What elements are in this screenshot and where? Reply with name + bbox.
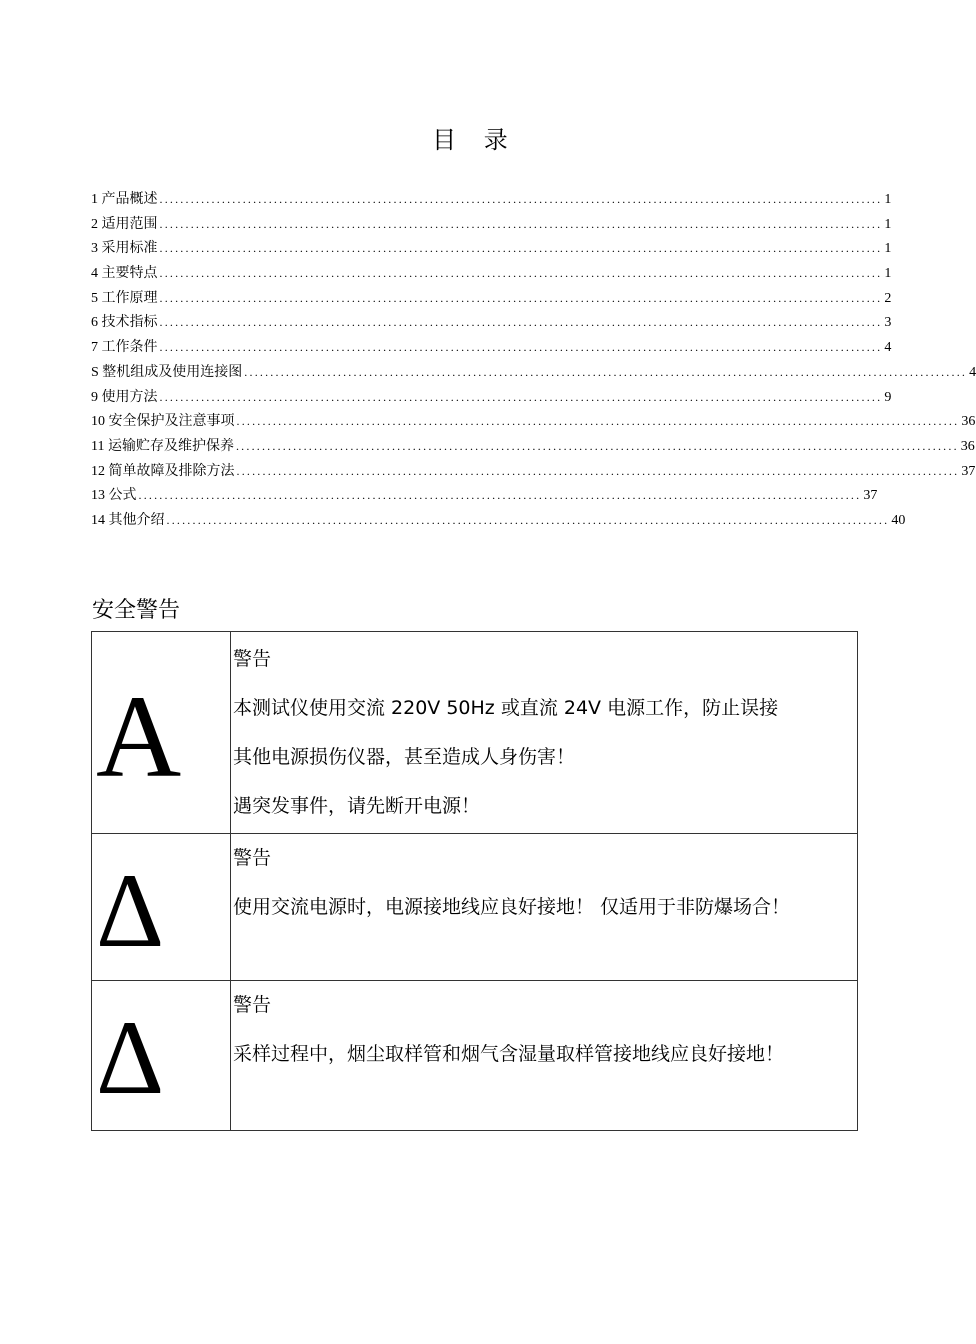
toc-entry[interactable] [91,261,892,286]
warning-symbol-cell [92,834,231,981]
toc-entry[interactable] [91,236,892,261]
toc-entry[interactable] [91,335,892,360]
toc-leader-dots: ........................................................................................................................................... [236,414,960,429]
toc-leader-dots: ........................................................................................................................................... [138,488,862,503]
toc-entry-page: 1 [884,266,892,282]
toc-entry[interactable] [91,459,976,484]
toc-entry-label: 3 采用标准 [91,241,158,257]
toc-entry-label: 6 技术指标 [91,315,158,331]
toc-entry-page: 36 [960,438,975,454]
toc-leader-dots: ........................................................................................................................................... [235,438,959,453]
toc-entry-label: 7 工作条件 [91,340,158,356]
warning-label: 警告 [233,648,272,670]
warning-text-cell [231,981,858,1131]
toc-entry[interactable] [91,310,892,335]
safety-warning-heading: 安全警告 [92,598,181,623]
page-title: 目 录 [432,126,518,154]
table-of-contents [91,187,976,533]
warning-row [92,632,858,834]
warning-row [92,834,858,981]
warning-row [92,981,858,1131]
toc-entry-page: 3 [884,315,892,331]
toc-leader-dots: ........................................................................................................................................... [159,389,883,404]
toc-entry-label: S 整机组成及使用连接图 [91,364,243,380]
toc-entry[interactable] [91,187,892,212]
toc-entry[interactable] [91,409,976,434]
toc-entry-label: 14 其他介绍 [91,512,165,528]
toc-leader-dots: ........................................................................................................................................... [159,192,883,206]
warning-text: 其他电源损伤仪器，甚至造成人身伤害！ [233,746,576,768]
warning-symbol-cell [92,981,231,1131]
toc-leader-dots: ........................................................................................................................................... [236,463,960,478]
toc-entry-page: 36 [961,414,976,430]
warning-text: 采样过程中，烟尘取样管和烟气含湿量取样管接地线应良好接地！ [233,1043,785,1065]
warning-symbol-icon: Δ [96,999,165,1116]
toc-entry-label: 9 使用方法 [91,389,158,405]
toc-entry-page: 1 [884,241,892,257]
toc-leader-dots: ........................................................................................................................................... [159,216,883,231]
toc-entry-page: 1 [884,216,892,232]
toc-leader-dots: ........................................................................................................................................... [159,241,883,256]
toc-entry-page: 1 [884,192,892,207]
warning-label: 警告 [233,994,272,1016]
warning-text: 本测试仪使用交流 220V 50Hz 或直流 24V 电源工作，防止误接 [233,697,779,719]
toc-entry[interactable] [91,508,906,533]
toc-entry-label: 13 公式 [91,488,137,504]
warning-symbol-cell [92,632,231,834]
warning-text-cell [231,834,858,981]
warning-symbol-icon: A [96,671,182,802]
toc-entry-page: 2 [884,290,892,306]
toc-entry-page: 37 [863,488,878,504]
toc-leader-dots: ........................................................................................................................................... [159,340,883,355]
toc-entry[interactable] [91,286,892,311]
toc-leader-dots: ........................................................................................................................................... [159,315,883,330]
toc-entry-page: 40 [891,512,906,528]
toc-entry[interactable] [91,212,892,237]
toc-entry-label: 4 主要特点 [91,266,158,282]
toc-entry-label: 5 工作原理 [91,290,158,306]
toc-entry[interactable] [91,385,892,410]
toc-leader-dots: ........................................................................................................................................... [166,512,890,527]
toc-entry-page: 37 [961,463,976,479]
toc-entry-page: 4 [884,340,892,356]
warning-text: 遇突发事件，请先断开电源！ [233,795,481,817]
toc-entry-label: 10 安全保护及注意事项 [91,414,235,430]
toc-entry-label: 2 适用范围 [91,216,158,232]
toc-entry[interactable] [91,483,878,508]
toc-entry-label: 1 产品概述 [91,192,158,207]
warning-symbol-icon: Δ [96,852,165,969]
toc-entry[interactable] [91,434,975,459]
toc-leader-dots: ........................................................................................................................................... [159,290,883,305]
toc-leader-dots: ........................................................................................................................................... [244,364,968,379]
warning-text-cell [231,632,858,834]
warning-text: 使用交流电源时，电源接地线应良好接地！ 仅适用于非防爆场合！ [233,896,791,918]
toc-entry-label: 12 简单故障及排除方法 [91,463,235,479]
toc-leader-dots: ........................................................................................................................................... [159,266,883,281]
safety-warning-table [91,631,858,1131]
toc-entry[interactable] [91,360,976,385]
toc-entry-page: 4 [969,364,976,380]
toc-entry-label: 11 运输贮存及维护保养 [91,438,234,454]
toc-entry-page: 9 [884,389,892,405]
warning-label: 警告 [233,847,272,869]
